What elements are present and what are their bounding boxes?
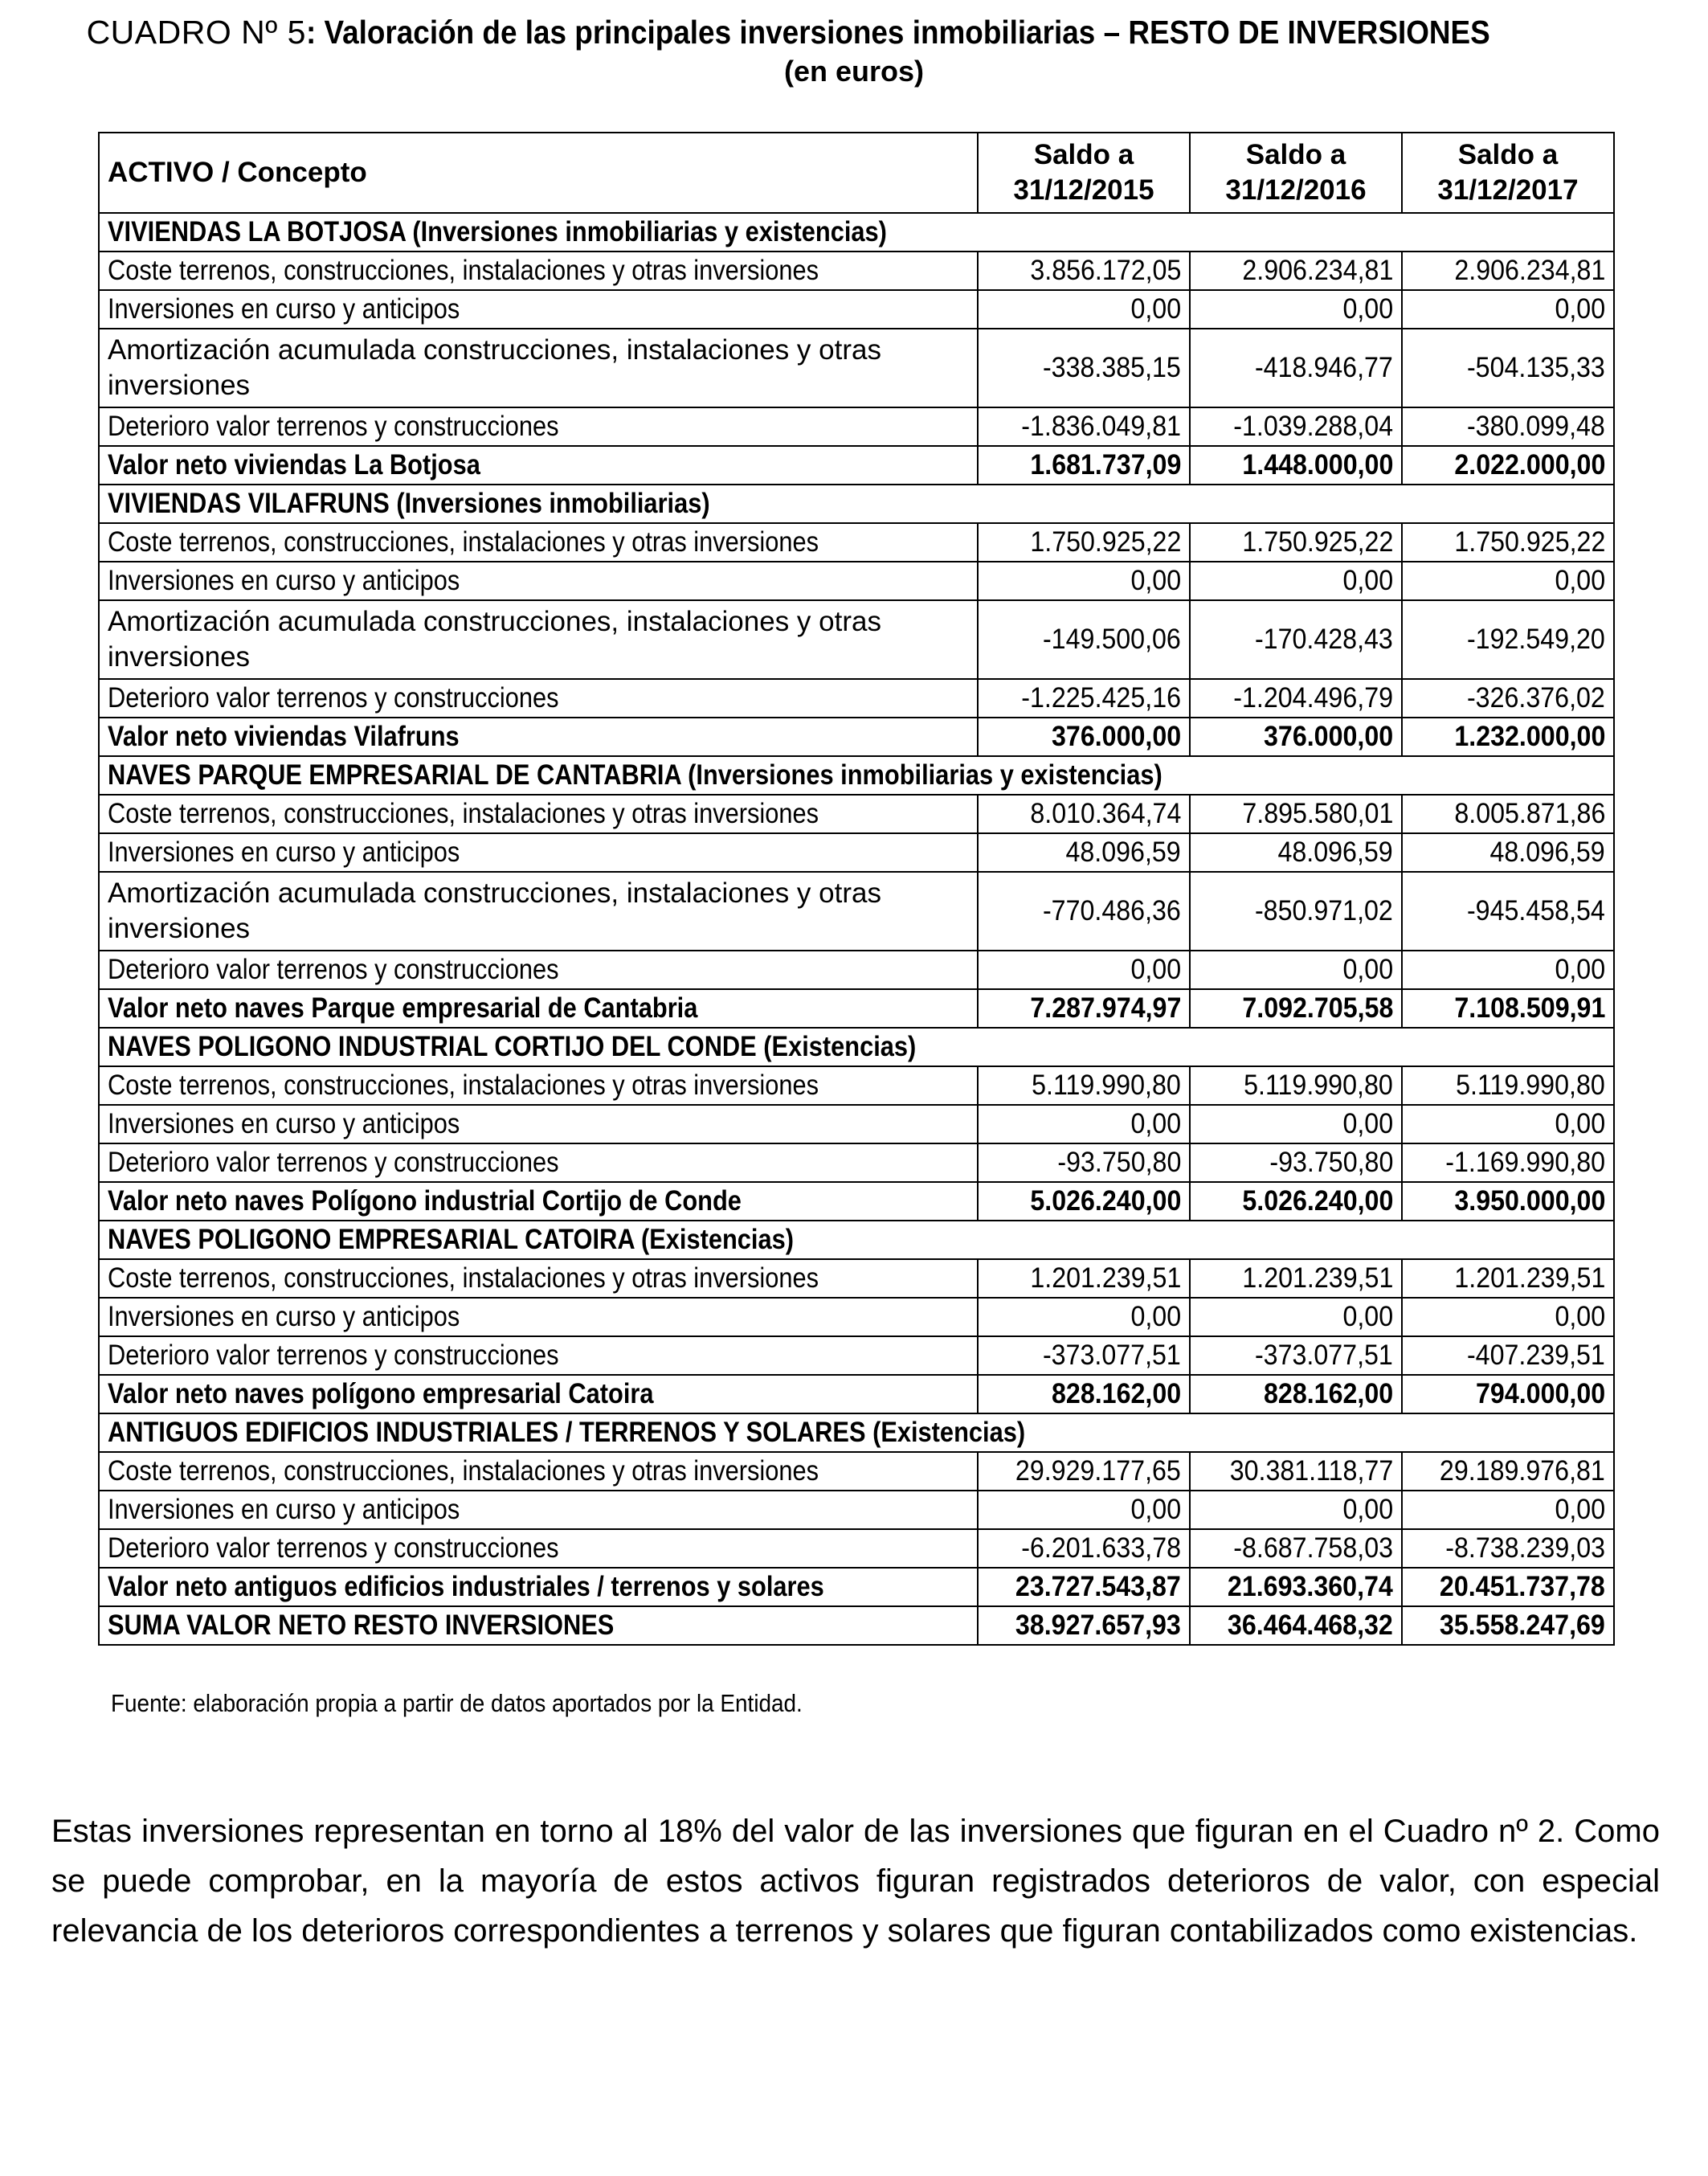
table-row (99, 1259, 1614, 1298)
concept-cell-text: Valor neto viviendas La Botjosa (108, 449, 480, 481)
section-title-cell-text: NAVES POLIGONO INDUSTRIAL CORTIJO DEL CONDE (Existencias) (108, 1031, 917, 1062)
section-blank-cell (1402, 1221, 1614, 1259)
value-2017-cell-text: 35.558.247,69 (1440, 1610, 1605, 1641)
title-subtitle: (en euros) (783, 55, 925, 88)
header-2017: Saldo a 31/12/2017 (1402, 133, 1614, 213)
value-2016-cell (1190, 290, 1402, 329)
value-2017-cell (1402, 1182, 1614, 1221)
concept-cell (99, 252, 978, 290)
value-2016-cell (1190, 1259, 1402, 1298)
value-2016-cell-text: 5.119.990,80 (1244, 1070, 1393, 1101)
concept-cell (99, 446, 978, 485)
concept-cell (99, 989, 978, 1028)
concept-cell (99, 1529, 978, 1568)
header-2016: Saldo a 31/12/2016 (1190, 133, 1402, 213)
value-2017-cell-text: -945.458,54 (1467, 895, 1605, 926)
value-2017-cell-text: -407.239,51 (1467, 1340, 1605, 1371)
value-2015-cell-text: 0,00 (1130, 954, 1181, 985)
value-2015-cell-text: 828.162,00 (1051, 1378, 1181, 1409)
value-2016-cell (1190, 1375, 1402, 1413)
value-2016-cell-text: 1.448.000,00 (1241, 449, 1393, 481)
value-2015-cell-text: 5.026.240,00 (1029, 1185, 1181, 1217)
value-2016-cell-text: -373.077,51 (1255, 1340, 1393, 1371)
concept-cell (99, 1143, 978, 1182)
grand-total-row (99, 1606, 1614, 1645)
value-2016-cell (1190, 562, 1402, 600)
concept-cell-text: Coste terrenos, construcciones, instalaciones y otras inversiones (108, 526, 819, 558)
value-2017-cell-text: 0,00 (1555, 954, 1605, 985)
value-2016-cell (1190, 446, 1402, 485)
value-2015-cell-text: 3.856.172,05 (1029, 255, 1181, 286)
concept-cell (99, 718, 978, 756)
value-2017-cell (1402, 718, 1614, 756)
value-2015-cell-text: 0,00 (1130, 293, 1181, 325)
concept-cell-text: Inversiones en curso y anticipos (108, 1108, 460, 1139)
value-2015-cell (978, 446, 1190, 485)
table-row (99, 407, 1614, 446)
value-2017-cell (1402, 1143, 1614, 1182)
section-title-cell-text: VIVIENDAS VILAFRUNS (Inversiones inmobiliarias) (108, 488, 710, 519)
title-number: CUADRO Nº 5 (86, 14, 306, 51)
value-2015-cell-text: 8.010.364,74 (1029, 798, 1181, 829)
value-2017-cell-text: 3.950.000,00 (1453, 1185, 1605, 1217)
value-2017-cell (1402, 329, 1614, 407)
concept-cell-text: Valor neto naves Polígono industrial Cortijo de Conde (108, 1185, 742, 1217)
section-title-cell-text: NAVES PARQUE EMPRESARIAL DE CANTABRIA (Inversiones inmobiliarias y existencias) (108, 759, 1163, 791)
source-text: Fuente: elaboración propia a partir de datos aportados por la Entidad. (111, 1689, 803, 1717)
value-2016-cell-text: 30.381.118,77 (1229, 1455, 1393, 1487)
value-2017-cell (1402, 1452, 1614, 1491)
value-2015-cell (978, 329, 1190, 407)
value-2016-cell-text: -1.039.288,04 (1233, 411, 1393, 442)
section-title-cell (99, 1413, 1402, 1452)
value-2016-cell-text: 1.750.925,22 (1241, 526, 1393, 558)
section-title-cell (99, 1221, 1402, 1259)
value-2015-cell-text: 23.727.543,87 (1015, 1571, 1181, 1602)
value-2015-cell-text: -1.225.425,16 (1021, 682, 1181, 714)
value-2017-cell-text: 7.108.509,91 (1453, 992, 1605, 1024)
value-2015-cell (978, 1066, 1190, 1105)
value-2016-cell-text: 0,00 (1342, 1108, 1393, 1139)
value-2017-cell (1402, 523, 1614, 562)
value-2017-cell (1402, 1066, 1614, 1105)
value-2016-cell-text: 0,00 (1342, 1494, 1393, 1525)
section-header-row (99, 213, 1614, 252)
value-2015-cell (978, 1491, 1190, 1529)
value-2015-cell-text: 38.927.657,93 (1015, 1610, 1181, 1641)
value-2017-cell (1402, 1491, 1614, 1529)
value-2016-cell (1190, 989, 1402, 1028)
value-2016-cell-text: -93.750,80 (1269, 1147, 1393, 1178)
concept-cell-text: Deterioro valor terrenos y construcciones (108, 411, 559, 442)
value-2015-cell-text: 1.681.737,09 (1029, 449, 1181, 481)
title-text: : Valoración de las principales inversiones inmobiliarias – RESTO DE INVERSIONES (305, 14, 1490, 51)
value-2016-cell-text: -850.971,02 (1255, 895, 1393, 926)
value-2017-cell (1402, 1568, 1614, 1606)
value-2015-cell (978, 1105, 1190, 1143)
value-2015-cell-text: 1.201.239,51 (1029, 1262, 1181, 1294)
value-2017-cell (1402, 252, 1614, 290)
value-2017-cell-text: 0,00 (1555, 1108, 1605, 1139)
section-blank-cell (1402, 485, 1614, 523)
concept-cell-text: Valor neto naves Parque empresarial de Cantabria (108, 992, 698, 1024)
concept-cell (99, 1259, 978, 1298)
section-title-cell (99, 756, 1402, 795)
value-2015-cell (978, 951, 1190, 989)
concept-cell-text: Deterioro valor terrenos y construcciones (108, 1147, 559, 1178)
section-header-row (99, 1413, 1614, 1452)
value-2015-cell-text: 48.096,59 (1065, 836, 1181, 868)
value-2017-cell (1402, 1259, 1614, 1298)
value-2017-cell-text: -504.135,33 (1467, 352, 1605, 383)
value-2016-cell (1190, 1491, 1402, 1529)
table-row (99, 872, 1614, 951)
concept-cell-text: Deterioro valor terrenos y construcciones (108, 1340, 559, 1371)
table-row (99, 1298, 1614, 1336)
value-2015-cell (978, 679, 1190, 718)
value-2017-cell-text: 1.750.925,22 (1453, 526, 1605, 558)
header-2015: Saldo a 31/12/2015 (978, 133, 1190, 213)
subtotal-row (99, 1568, 1614, 1606)
concept-cell-text: Valor neto viviendas Vilafruns (108, 721, 460, 752)
concept-cell-text: Coste terrenos, construcciones, instalaciones y otras inversiones (108, 1455, 819, 1487)
value-2017-cell-text: -8.738.239,03 (1445, 1532, 1605, 1564)
value-2015-cell-text: -338.385,15 (1043, 352, 1181, 383)
concept-cell: Amortización acumulada construcciones, instalaciones y otras inversiones (99, 329, 978, 407)
value-2016-cell (1190, 523, 1402, 562)
value-2015-cell (978, 1336, 1190, 1375)
value-2016-cell (1190, 252, 1402, 290)
subtotal-row (99, 1375, 1614, 1413)
value-2015-cell (978, 1568, 1190, 1606)
value-2016-cell (1190, 718, 1402, 756)
section-blank-cell (1402, 756, 1614, 795)
value-2017-cell-text: 20.451.737,78 (1440, 1571, 1605, 1602)
value-2015-cell (978, 1143, 1190, 1182)
value-2015-cell-text: -770.486,36 (1043, 895, 1181, 926)
section-title-cell-text: ANTIGUOS EDIFICIOS INDUSTRIALES / TERRENOS Y SOLARES (Existencias) (108, 1417, 1026, 1448)
value-2016-cell (1190, 407, 1402, 446)
value-2015-cell (978, 600, 1190, 679)
value-2017-cell-text: 0,00 (1555, 1494, 1605, 1525)
value-2016-cell (1190, 951, 1402, 989)
value-2017-cell-text: -192.549,20 (1467, 624, 1605, 655)
value-2016-cell (1190, 872, 1402, 951)
table-row (99, 1491, 1614, 1529)
concept-cell (99, 951, 978, 989)
value-2016-cell (1190, 600, 1402, 679)
concept-cell-text: Deterioro valor terrenos y construcciones (108, 954, 559, 985)
value-2015-cell (978, 1606, 1190, 1645)
concept-cell: Amortización acumulada construcciones, instalaciones y otras inversiones (99, 600, 978, 679)
value-2015-cell-text: -6.201.633,78 (1021, 1532, 1181, 1564)
concept-cell-text: Deterioro valor terrenos y construcciones (108, 1532, 559, 1564)
concept-cell-text: SUMA VALOR NETO RESTO INVERSIONES (108, 1610, 615, 1641)
table-row (99, 679, 1614, 718)
value-2017-cell (1402, 407, 1614, 446)
value-2015-cell-text: 0,00 (1130, 1494, 1181, 1525)
section-header-row (99, 1028, 1614, 1066)
value-2017-cell (1402, 600, 1614, 679)
concept-cell (99, 523, 978, 562)
table-row (99, 1105, 1614, 1143)
value-2015-cell (978, 872, 1190, 951)
value-2017-cell (1402, 1105, 1614, 1143)
value-2017-cell (1402, 989, 1614, 1028)
value-2017-cell-text: -1.169.990,80 (1445, 1147, 1605, 1178)
value-2017-cell (1402, 951, 1614, 989)
table-row (99, 951, 1614, 989)
value-2015-cell (978, 1182, 1190, 1221)
concept-cell-text: Coste terrenos, construcciones, instalaciones y otras inversiones (108, 1070, 819, 1101)
source-note (111, 1687, 879, 1720)
value-2016-cell (1190, 833, 1402, 872)
concept-cell (99, 562, 978, 600)
value-2016-cell-text: 1.201.239,51 (1241, 1262, 1393, 1294)
value-2017-cell-text: 794.000,00 (1475, 1378, 1605, 1409)
value-2016-cell (1190, 1452, 1402, 1491)
value-2016-cell (1190, 1606, 1402, 1645)
section-blank-cell (1402, 1413, 1614, 1452)
value-2017-cell (1402, 290, 1614, 329)
section-blank-cell (1402, 213, 1614, 252)
value-2015-cell-text: -1.836.049,81 (1021, 411, 1181, 442)
value-2015-cell (978, 407, 1190, 446)
value-2016-cell (1190, 1105, 1402, 1143)
table-row (99, 1529, 1614, 1568)
value-2015-cell (978, 1375, 1190, 1413)
concept-cell-text: Inversiones en curso y anticipos (108, 293, 460, 325)
section-title-cell-text: NAVES POLIGONO EMPRESARIAL CATOIRA (Existencias) (108, 1224, 794, 1255)
value-2016-cell (1190, 1182, 1402, 1221)
value-2015-cell-text: 376.000,00 (1051, 721, 1181, 752)
concept-cell-text: Deterioro valor terrenos y construcciones (108, 682, 559, 714)
concept-cell-text: Coste terrenos, construcciones, instalaciones y otras inversiones (108, 1262, 819, 1294)
value-2017-cell-text: 8.005.871,86 (1453, 798, 1605, 829)
value-2017-cell (1402, 446, 1614, 485)
value-2015-cell (978, 1452, 1190, 1491)
concept-cell (99, 679, 978, 718)
value-2016-cell-text: -170.428,43 (1255, 624, 1393, 655)
concept-cell (99, 1336, 978, 1375)
value-2017-cell-text: -326.376,02 (1467, 682, 1605, 714)
value-2017-cell-text: 48.096,59 (1489, 836, 1605, 868)
concept-cell (99, 1452, 978, 1491)
value-2016-cell-text: -418.946,77 (1255, 352, 1393, 383)
table-header-row (99, 133, 1614, 213)
concept-cell (99, 290, 978, 329)
concept-cell (99, 1606, 978, 1645)
value-2015-cell (978, 1259, 1190, 1298)
concept-cell-text: Valor neto naves polígono empresarial Catoira (108, 1378, 654, 1409)
value-2017-cell-text: 1.201.239,51 (1453, 1262, 1605, 1294)
value-2015-cell (978, 290, 1190, 329)
subtotal-row (99, 718, 1614, 756)
value-2017-cell (1402, 833, 1614, 872)
table-row (99, 329, 1614, 407)
value-2016-cell (1190, 1143, 1402, 1182)
table-row (99, 600, 1614, 679)
section-blank-cell (1402, 1028, 1614, 1066)
value-2016-cell (1190, 1529, 1402, 1568)
concept-cell (99, 1105, 978, 1143)
concept-cell: Amortización acumulada construcciones, instalaciones y otras inversiones (99, 872, 978, 951)
value-2016-cell-text: -8.687.758,03 (1233, 1532, 1393, 1564)
value-2016-cell-text: 0,00 (1342, 1301, 1393, 1332)
value-2015-cell-text: -149.500,06 (1043, 624, 1181, 655)
concept-cell-text: Inversiones en curso y anticipos (108, 836, 460, 868)
value-2016-cell (1190, 329, 1402, 407)
value-2015-cell-text: 5.119.990,80 (1032, 1070, 1181, 1101)
section-title-cell (99, 213, 1402, 252)
table-title (0, 11, 1708, 90)
title-line (0, 11, 1708, 53)
body-paragraph: Estas inversiones representan en torno al 18% del valor de las inversiones que figuran en el Cuadro nº 2. Como se puede comprobar, en la mayoría de estos activos figuran registrados deterioros de valor, con especial relevancia de los deterioros correspondientes a terrenos y solares que figuran contabilizados como existencias. (51, 1814, 1660, 1949)
concept-cell-text: Inversiones en curso y anticipos (108, 565, 460, 596)
value-2015-cell-text: 7.287.974,97 (1029, 992, 1181, 1024)
table-row (99, 1336, 1614, 1375)
value-2015-cell (978, 795, 1190, 833)
value-2017-cell (1402, 872, 1614, 951)
value-2017-cell (1402, 679, 1614, 718)
value-2017-cell (1402, 795, 1614, 833)
header-concept: ACTIVO / Concepto (99, 133, 978, 213)
table-row (99, 252, 1614, 290)
value-2015-cell-text: 0,00 (1130, 565, 1181, 596)
subtotal-row (99, 989, 1614, 1028)
section-title-cell (99, 485, 1402, 523)
concept-cell-text: Inversiones en curso y anticipos (108, 1494, 460, 1525)
concept-cell (99, 407, 978, 446)
value-2017-cell (1402, 1529, 1614, 1568)
value-2017-cell-text: -380.099,48 (1467, 411, 1605, 442)
section-header-row (99, 485, 1614, 523)
value-2016-cell-text: 7.092.705,58 (1241, 992, 1393, 1024)
section-title-cell-text: VIVIENDAS LA BOTJOSA (Inversiones inmobiliarias y existencias) (108, 216, 887, 247)
value-2016-cell (1190, 679, 1402, 718)
concept-cell (99, 1491, 978, 1529)
value-2015-cell (978, 1529, 1190, 1568)
value-2017-cell-text: 29.189.976,81 (1440, 1455, 1605, 1487)
value-2015-cell (978, 718, 1190, 756)
value-2015-cell (978, 833, 1190, 872)
value-2017-cell-text: 0,00 (1555, 293, 1605, 325)
value-2015-cell-text: 0,00 (1130, 1108, 1181, 1139)
value-2017-cell-text: 5.119.990,80 (1456, 1070, 1605, 1101)
value-2017-cell-text: 2.906.234,81 (1453, 255, 1605, 286)
value-2016-cell-text: 21.693.360,74 (1228, 1571, 1393, 1602)
concept-cell (99, 795, 978, 833)
table-row (99, 1452, 1614, 1491)
concept-cell (99, 1298, 978, 1336)
value-2016-cell-text: 0,00 (1342, 954, 1393, 985)
value-2015-cell-text: 1.750.925,22 (1029, 526, 1181, 558)
value-2017-cell (1402, 1336, 1614, 1375)
value-2015-cell-text: -93.750,80 (1057, 1147, 1181, 1178)
concept-cell (99, 1375, 978, 1413)
value-2015-cell-text: -373.077,51 (1043, 1340, 1181, 1371)
table-row (99, 562, 1614, 600)
value-2017-cell (1402, 562, 1614, 600)
subtotal-row (99, 446, 1614, 485)
subtotal-row (99, 1182, 1614, 1221)
section-header-row (99, 1221, 1614, 1259)
value-2016-cell (1190, 1298, 1402, 1336)
table-row (99, 1143, 1614, 1182)
value-2017-cell-text: 0,00 (1555, 1301, 1605, 1332)
concept-cell-text: Valor neto antiguos edificios industriales / terrenos y solares (108, 1571, 824, 1602)
value-2016-cell-text: -1.204.496,79 (1233, 682, 1393, 714)
value-2016-cell-text: 376.000,00 (1263, 721, 1393, 752)
value-2016-cell (1190, 1066, 1402, 1105)
value-2016-cell-text: 0,00 (1342, 565, 1393, 596)
section-header-row (99, 756, 1614, 795)
value-2015-cell-text: 0,00 (1130, 1301, 1181, 1332)
concept-cell-text: Coste terrenos, construcciones, instalaciones y otras inversiones (108, 798, 819, 829)
value-2016-cell (1190, 1568, 1402, 1606)
value-2016-cell-text: 7.895.580,01 (1241, 798, 1393, 829)
table-row (99, 290, 1614, 329)
value-2016-cell (1190, 795, 1402, 833)
value-2015-cell-text: 29.929.177,65 (1015, 1455, 1181, 1487)
value-2016-cell-text: 48.096,59 (1277, 836, 1393, 868)
investments-table (98, 132, 1615, 1646)
concept-cell (99, 833, 978, 872)
value-2015-cell (978, 252, 1190, 290)
value-2015-cell (978, 562, 1190, 600)
value-2016-cell-text: 828.162,00 (1263, 1378, 1393, 1409)
concept-cell (99, 1568, 978, 1606)
value-2015-cell (978, 1298, 1190, 1336)
value-2017-cell-text: 2.022.000,00 (1453, 449, 1605, 481)
concept-cell (99, 1066, 978, 1105)
concept-cell-text: Inversiones en curso y anticipos (108, 1301, 460, 1332)
value-2017-cell-text: 0,00 (1555, 565, 1605, 596)
value-2017-cell (1402, 1375, 1614, 1413)
value-2016-cell (1190, 1336, 1402, 1375)
table-row (99, 1066, 1614, 1105)
value-2016-cell-text: 36.464.468,32 (1228, 1610, 1393, 1641)
value-2017-cell (1402, 1606, 1614, 1645)
section-title-cell (99, 1028, 1402, 1066)
table-row (99, 833, 1614, 872)
value-2016-cell-text: 0,00 (1342, 293, 1393, 325)
value-2016-cell-text: 2.906.234,81 (1241, 255, 1393, 286)
value-2015-cell (978, 989, 1190, 1028)
value-2017-cell (1402, 1298, 1614, 1336)
table-row (99, 795, 1614, 833)
value-2017-cell-text: 1.232.000,00 (1453, 721, 1605, 752)
value-2015-cell (978, 523, 1190, 562)
table-row (99, 523, 1614, 562)
value-2016-cell-text: 5.026.240,00 (1241, 1185, 1393, 1217)
concept-cell-text: Coste terrenos, construcciones, instalaciones y otras inversiones (108, 255, 819, 286)
concept-cell (99, 1182, 978, 1221)
